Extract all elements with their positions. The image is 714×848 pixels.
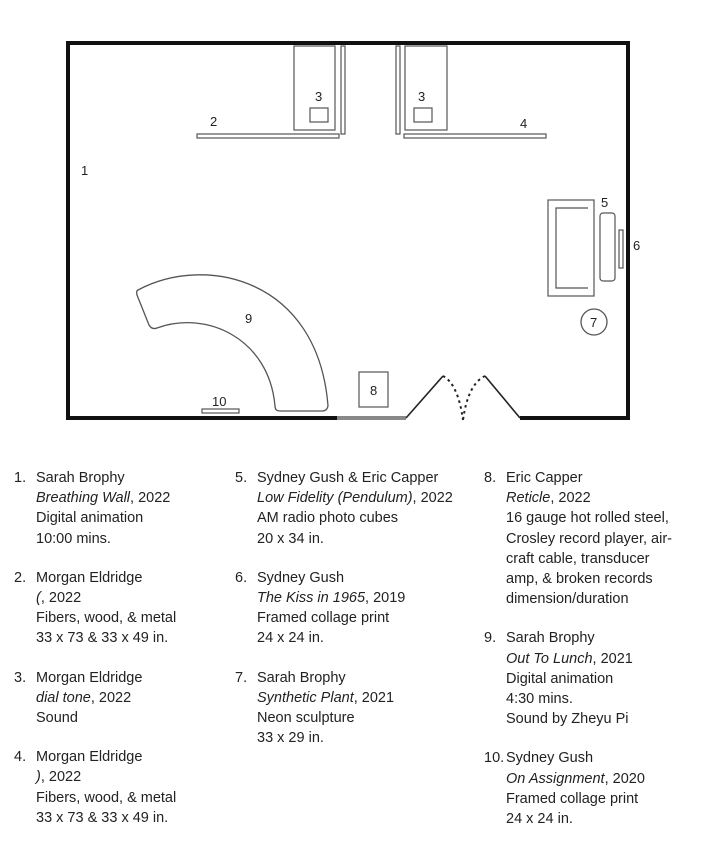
work-year: , 2019 [365, 590, 406, 607]
double-door [406, 376, 520, 420]
label-5: 5 [601, 195, 609, 210]
work-year: , 2022 [130, 490, 171, 507]
artist-name: Sarah Brophy [36, 470, 125, 486]
artist-name: Sydney Gush [257, 569, 345, 586]
work-detail: Neon sculpture [257, 710, 355, 727]
legend-entry-8 [484, 468, 672, 609]
work-detail: Digital animation [36, 510, 144, 527]
work-title-line [506, 769, 672, 789]
work-title: Breathing Wall [36, 490, 131, 507]
work-title: dial tone [36, 689, 91, 706]
artist-name: Morgan Eldridge [36, 669, 143, 686]
work-year: , 2022 [550, 490, 591, 507]
artist-name: Sarah Brophy [506, 630, 595, 647]
artwork-10-frame [202, 409, 239, 413]
work-detail: craft cable, transducer [506, 550, 650, 567]
work-title-line [257, 488, 453, 508]
work-detail: dimension/duration [506, 591, 629, 608]
work-year: , 2021 [592, 650, 633, 667]
work-year: , 2022 [40, 590, 82, 607]
work-title-line [506, 488, 672, 508]
label-3-right: 3 [418, 89, 426, 104]
entry-number: 6. [235, 569, 248, 586]
work-title-line [36, 767, 176, 787]
legend-column-1 [14, 468, 176, 847]
legend-column-3 [484, 468, 672, 848]
legend-entry-9 [484, 628, 672, 729]
work-detail: Crosley record player, air- [506, 530, 672, 547]
entry-number: 7. [235, 669, 248, 686]
entry-number: 1. [14, 470, 27, 486]
legend-entry-2 [14, 568, 176, 649]
work-year: , 2020 [604, 770, 645, 787]
label-1: 1 [81, 163, 89, 178]
legend-entry-4 [14, 747, 176, 828]
artwork-4-panel [404, 134, 546, 138]
work-detail: 10:00 mins. [36, 530, 111, 547]
work-title: Low Fidelity (Pendulum) [257, 490, 413, 507]
work-title-line [257, 688, 453, 708]
artist-name: Sydney Gush & Eric Capper [257, 470, 439, 486]
label-4: 4 [520, 116, 528, 131]
label-10: 10 [212, 394, 227, 409]
work-detail: Sound by Zheyu Pi [506, 711, 629, 728]
label-8: 8 [370, 383, 378, 398]
artwork-2-panel [197, 134, 339, 138]
label-6: 6 [633, 238, 641, 253]
entry-number: 2. [14, 569, 27, 586]
entry-number: 9. [484, 630, 497, 647]
entry-number: 8. [484, 470, 497, 486]
work-title: The Kiss in 1965 [257, 590, 366, 607]
work-title: ( [36, 590, 41, 607]
work-detail: 24 x 24 in. [506, 811, 573, 828]
artwork-6-frame [619, 230, 623, 268]
artist-name: Sarah Brophy [257, 669, 346, 686]
work-detail: AM radio photo cubes [257, 510, 399, 527]
artist-name: Morgan Eldridge [36, 749, 143, 766]
artist-name: Eric Capper [506, 470, 583, 486]
work-title: ) [36, 769, 41, 786]
legend-entry-6 [235, 568, 453, 649]
work-title-line [36, 588, 176, 608]
label-7: 7 [590, 315, 598, 330]
legend-entry-1 [14, 468, 176, 549]
work-detail: 33 x 73 & 33 x 49 in. [36, 809, 169, 826]
work-title-line [257, 588, 453, 608]
work-title: Synthetic Plant [257, 689, 354, 706]
work-title-line [506, 649, 672, 669]
artist-name: Sydney Gush [506, 750, 594, 767]
work-detail: amp, & broken records [506, 571, 653, 588]
work-detail: Sound [36, 710, 78, 727]
entry-number: 4. [14, 749, 27, 766]
work-detail: Digital animation [506, 670, 614, 687]
work-title-line [36, 688, 176, 708]
work-detail: 20 x 34 in. [257, 530, 324, 547]
work-detail: Fibers, wood, & metal [36, 789, 177, 806]
artist-name: Morgan Eldridge [36, 569, 143, 586]
work-year: , 2022 [40, 769, 82, 786]
work-detail: 33 x 29 in. [257, 730, 324, 747]
work-detail: 24 x 24 in. [257, 630, 324, 647]
entry-number: 5. [235, 470, 248, 486]
legend-entry-3 [14, 668, 176, 729]
work-year: , 2022 [90, 689, 132, 706]
label-2: 2 [210, 114, 218, 129]
artwork-5-stand [548, 200, 615, 296]
legend-entry-10 [484, 748, 672, 829]
work-year: , 2022 [412, 490, 453, 507]
label-9: 9 [245, 311, 253, 326]
work-title-line [36, 488, 176, 508]
entry-number: 3. [14, 669, 27, 686]
work-title: Reticle [506, 490, 551, 507]
work-year: , 2021 [353, 689, 395, 706]
work-title: Out To Lunch [506, 650, 593, 667]
entry-number: 10. [484, 750, 505, 767]
work-detail: Framed collage print [506, 790, 639, 807]
work-title: On Assignment [506, 770, 605, 787]
legend-entry-7 [235, 668, 453, 749]
work-detail: 33 x 73 & 33 x 49 in. [36, 630, 169, 647]
gallery-outer-wall [68, 43, 628, 418]
label-3-left: 3 [315, 89, 323, 104]
work-detail: 16 gauge hot rolled steel, [506, 510, 669, 527]
artwork-9-curved-bench [137, 275, 328, 411]
work-detail: 4:30 mins. [506, 691, 573, 708]
legend-column-2 [235, 468, 453, 767]
work-detail: Fibers, wood, & metal [36, 610, 177, 627]
work-detail: Framed collage print [257, 610, 390, 627]
legend-entry-5 [235, 468, 453, 549]
